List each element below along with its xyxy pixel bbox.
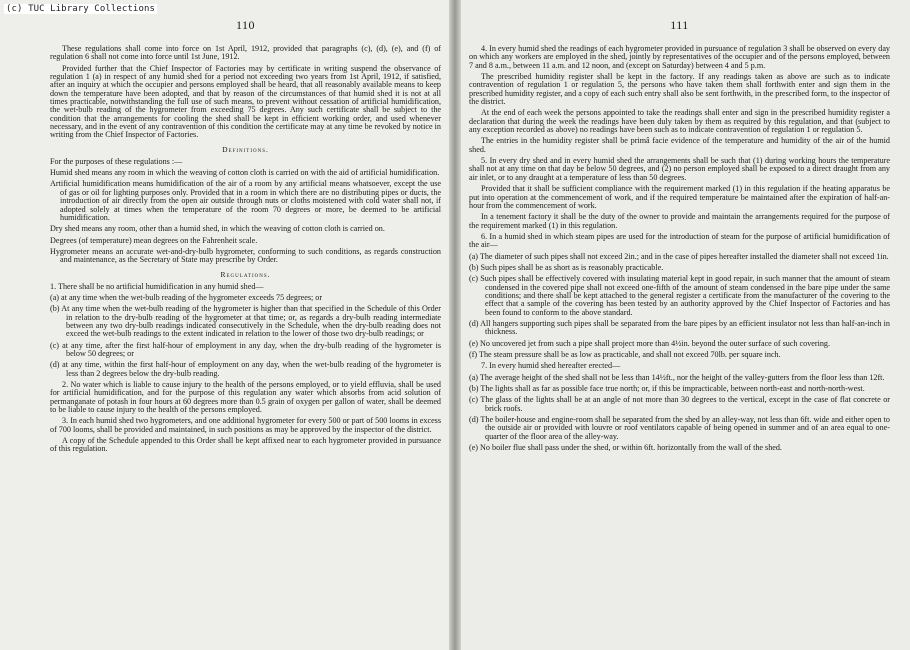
- definition-item: Humid shed means any room in which the weaving of cotton cloth is carried on with the aid of artificial humidification.: [50, 168, 440, 178]
- regulation-7-item: (d) The boiler-house and engine-room shall be separated from the shed by an alley-way, not less than 6ft. wide and either open to the outside air or provided with louvre or roof ventilators capable of being opened in summer and of an area equal to one-quarter of the floor area of the alley-way.: [469, 415, 890, 441]
- definitions-intro: For the purposes of these regulations :—: [50, 156, 183, 166]
- regulation-paragraph: The prescribed humidity register shall be kept in the factory. If any readings taken as above are such as to indicate contravention of regulation 1 or regulation 5, the persons who have taken them shall forthwith enter and sign them in the prescribed humidity register, and a copy of each such entry shall also be sent forthwith, in the prescribed form, to the inspector of the district.: [469, 72, 890, 107]
- definition-item: Degrees (of temperature) mean degrees on the Fahrenheit scale.: [50, 235, 258, 245]
- regulation-7-intro: 7. In every humid shed hereafter erected—: [481, 361, 621, 371]
- regulation-6-item: (b) Such pipes shall be as short as is reasonably practicable.: [469, 262, 664, 272]
- regulation-paragraph: 6. In a humid shed in which steam pipes are used for the introduction of steam for the purpose of artificial humidification of the air—: [469, 231, 890, 250]
- regulation-paragraph: In a tenement factory it shall be the duty of the owner to provide and maintain the arrangements required for the purpose of the requirement marked (1) in this regulation.: [469, 212, 890, 230]
- regulation-paragraph: At the end of each week the persons appointed to take the readings shall enter and sign in the prescribed humidity register a declaration that during the week the readings have been duly taken by them as required by this regulation, and that (subject to any exception recorded as above) no readings have been such as to indicate contravention of regulation 1 or regulation 5.: [469, 108, 890, 135]
- regulation-paragraph: A copy of the Schedule appended to this Order shall be kept affixed near to each hygrometer provided in pursuance of this regulation.: [50, 436, 441, 454]
- regulation-paragraph: 5. In every dry shed and in every humid shed the arrangements shall be such that (1) during working hours the temperature shall not at any time on that day be below 50 degrees, and (2) no person employed shall be exposed to a direct draught from any air inlet, or to any draught at a temperature of less than 50 degrees.: [469, 156, 890, 182]
- definition-item: Artificial humidification means humidification of the air of a room by any artificial means whatsoever, except the use of gas or oil for lighting purposes only. Provided that in a room in which there are no distributing pipes or ducts, the introduction of air directly from the open air outside through nuts or cloths moistened with cold water shall not, if adopted solely at times when the temperature of the room 70 degrees or more, be deemed to be artificial humidification.: [50, 179, 441, 222]
- definition-item: Dry shed means any room, other than a humid shed, in which the weaving of cotton cloth is carried on.: [50, 224, 385, 234]
- regulation-1-intro: 1. There shall be no artificial humidification in any humid shed—: [50, 281, 264, 291]
- watermark: (c) TUC Library Collections: [6, 4, 155, 14]
- regulation-paragraph: Provided that it shall be sufficient compliance with the requirement marked (1) in this regulation if the heating apparatus be put into operation at the commencement of work, and if the required temperature be maintained after the expiration of half-an-hour from the commencement of work.: [469, 184, 890, 210]
- intro-paragraph: These regulations shall come into force on 1st April, 1912, provided that paragraphs (c), (d), (e), and (f) of regulation 6 shall not come into force until 1st June, 1912.: [50, 44, 441, 62]
- regulation-paragraph: 4. In every humid shed the readings of each hygrometer provided in pursuance of regulation 3 shall be observed on every day on which any workers are employed in the shed, jointly by representatives of the occupier and of the persons employed, between 7 and 8 a.m., between 11 a.m. and 12 noon, and (except on Saturday) between 4 and 5 p.m.: [469, 44, 890, 70]
- intro-paragraph: Provided further that the Chief Inspector of Factories may by certificate in writing suspend the observance of regulation 1 (a) in respect of any humid shed for a period not exceeding two years from 1st April, 1912, if satisfied, after an inquiry at which the occupier and persons employed shall be heard, that all reasonably available means to keep down the temperature have been adopted, and that by reason of the circumstances of that humid shed it is not at all times practicable, notwithstanding the full use of such means, to prevent without cessation of artificial humidification, the wet-bulb reading of the hygrometer from exceeding 75 degrees. Any such certificate shall be subject to the condition that the arrangements for cooling the shed shall be kept in efficient working order, and used whenever necessary, and in the event of any contravention of this condition the certificate may at any time be revoked by notice in writing from the Chief Inspector of Factories.: [50, 63, 441, 140]
- regulation-6-item: (d) All hangers supporting such pipes shall be separated from the bare pipes by an efficient insulator not less than half-an-inch in thickness.: [469, 318, 890, 337]
- regulation-paragraph: 3. In each humid shed two hygrometers, and one additional hygrometer for every 500 or part of 500 looms in excess of 700 looms, shall be provided and maintained, in such positions as may be approved by the inspector of the district.: [50, 416, 441, 434]
- regulation-1-item: (d) at any time, within the first half-hour of employment on any day, when the wet-bulb reading of the hygrometer is less than 2 degrees below the dry-bulb reading.: [50, 360, 441, 378]
- page-number: 110: [235, 18, 256, 32]
- page-number: 111: [670, 18, 689, 32]
- regulation-7-item: (e) No boiler flue shall pass under the shed, or within 6ft. horizontally from the wall of the shed.: [469, 443, 782, 453]
- regulation-6-item: (a) The diameter of such pipes shall not exceed 2in.; and in the case of pipes hereafter installed the diameter shall not exceed 1in.: [469, 251, 889, 261]
- definition-item: Hygrometer means an accurate wet-and-dry-bulb hygrometer, conforming to such conditions, as regards construction and maintenance, as the Secretary of State may prescribe by Order.: [50, 246, 441, 265]
- regulation-7-item: (a) The average height of the shed shall not be less than 14½ft., nor the height of the valley-gutters from the floor less than 12ft.: [469, 372, 885, 382]
- regulation-1-item: (b) At any time when the wet-bulb reading of the hygrometer is higher than that specified in the Schedule of this Order in relation to the dry-bulb reading of the hygrometer at that time; or, as regards a dry-bulb reading intermediate between any two dry-bulb readings indicated consecutively in the Schedule, when the dry-bulb reading does not exceed the wet-bulb readings to the extent indicated in relation to the lower of those two dry-bulb readings; or: [50, 304, 441, 339]
- regulation-6-item: (e) No uncovered jet from such a pipe shall project more than 4½in. beyond the outer surface of such covering.: [469, 338, 830, 348]
- regulation-7-item: (b) The lights shall as far as possible face true north; or, if this be impracticable, between north-east and north-north-west.: [469, 384, 865, 394]
- right-page: [455, 0, 910, 650]
- regulation-paragraph: 2. No water which is liable to cause injury to the health of the persons employed, or to yield effluvia, shall be used for artificial humidification, and for the purpose of this regulation any water which absorbs from acid solution of permanganate of potash in four hours at 60 degrees more than 0.5 grain of oxygen per gallon of water, shall be deemed to be liable to cause injury to the health of the persons employed.: [50, 380, 441, 415]
- regulation-7-item: (c) The glass of the lights shall be at an angle of not more than 30 degrees to the vertical, except in the case of flat concrete or brick roofs.: [469, 395, 890, 413]
- regulation-6-item: (f) The steam pressure shall be as low as practicable, and shall not exceed 70lb. per square inch.: [469, 350, 781, 359]
- regulation-6-item: (c) Such pipes shall be effectively covered with insulating material kept in good repair, in such manner that the amount of steam condensed in the covered pipe shall not exceed one-fifth of the amount of steam condensed in the bare pipe under the same conditions; and there shall be kept attached to the general register a certificate from the manufacturer of the covering to the effect that a sample of the covering has been tested by an authority approved by the Chief Inspector of Factories and has been found to conform to the above standard.: [469, 274, 890, 317]
- regulation-1-item: (a) at any time when the wet-bulb reading of the hygrometer exceeds 75 degrees; or: [50, 292, 323, 302]
- definitions-heading: Definitions.: [222, 144, 269, 154]
- book-gutter: [449, 0, 461, 650]
- regulations-heading: Regulations.: [220, 269, 271, 279]
- regulation-paragraph: The entries in the humidity register shall be primâ facie evidence of the temperature and humidity of the air of the humid shed.: [469, 136, 890, 154]
- regulation-1-item: (c) at any time, after the first half-hour of employment in any day, when the dry-bulb reading of the hygrometer is below 50 degrees; or: [50, 340, 441, 358]
